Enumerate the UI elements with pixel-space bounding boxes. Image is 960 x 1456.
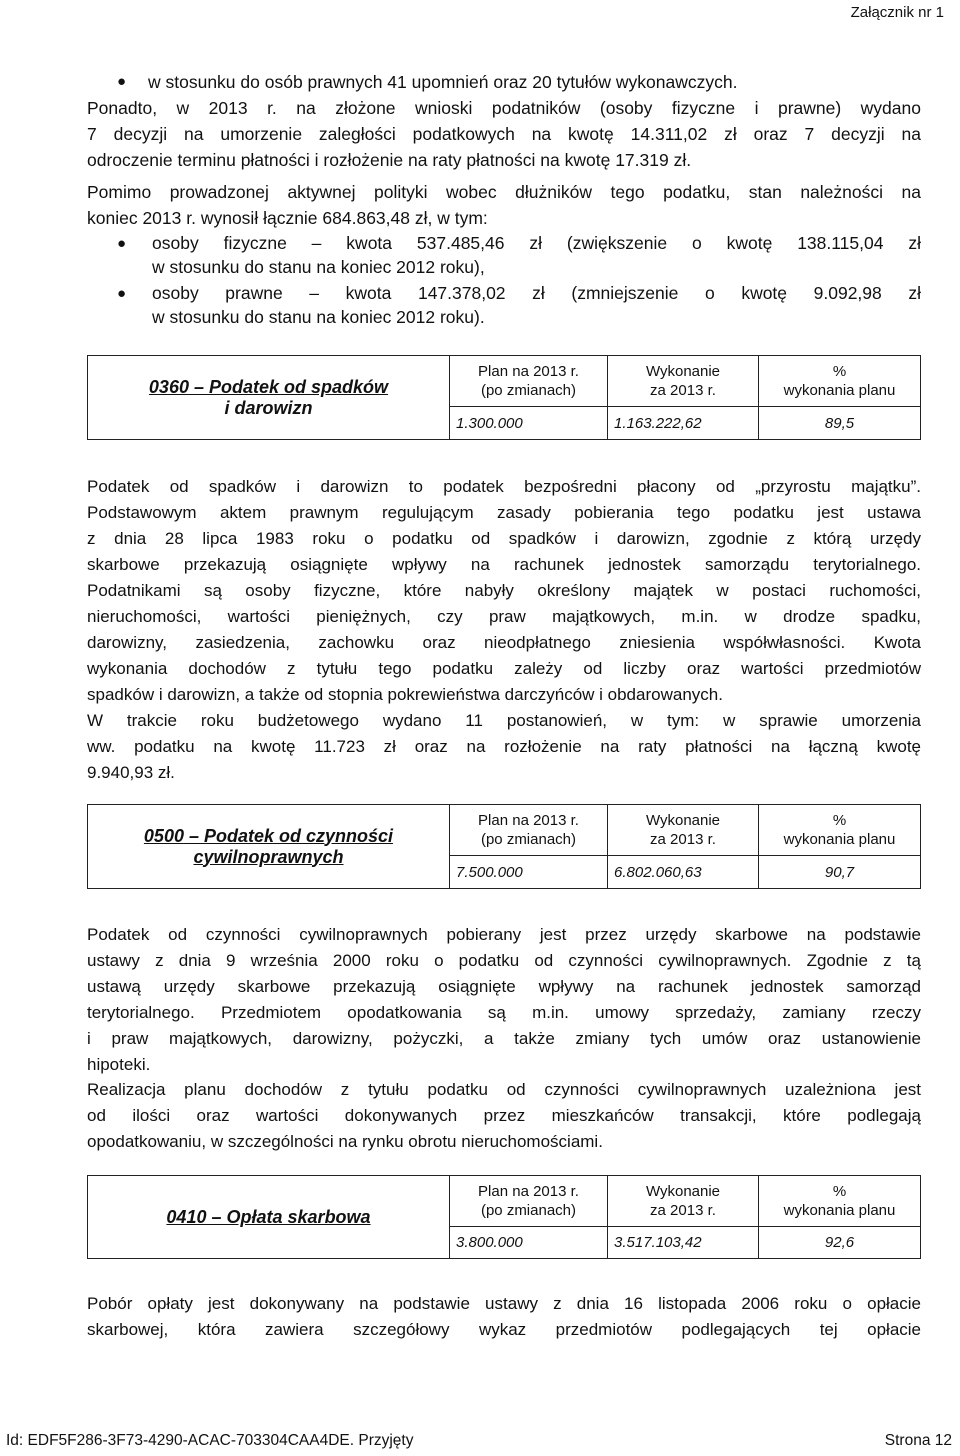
section-text-line: od ilości oraz wartości dokonywanych przez mieszkańców transakcji, które podlegają — [87, 1106, 921, 1125]
intro-para1-line: odroczenie terminu płatności i rozłożenie na raty płatności na kwotę 17.319 zł. — [87, 150, 692, 170]
section-text-line: ustawą urzędy skarbowe przekazują osiągnięte wpływy na rachunek jednostek samorząd — [87, 977, 921, 996]
section-text-line: W trakcie roku budżetowego wydano 11 postanowień, w tym: w sprawie umorzenia — [87, 711, 921, 730]
plan-value: 3.800.000 — [450, 1227, 608, 1259]
page-number: Strona 12 — [884, 1432, 952, 1449]
section-text-line: z dnia 28 lipca 1983 roku o podatku od spadków i darowizn, zgodnie z którą urzędy — [87, 529, 921, 548]
intro-para2-line: koniec 2013 r. wynosił łącznie 684.863,48 zł, w tym: — [87, 208, 488, 228]
percent-header: % wykonania planu — [759, 805, 921, 856]
attachment-label: Załącznik nr 1 — [850, 4, 944, 21]
section-title: 0410 – Opłata skarbowa — [88, 1176, 450, 1259]
budget-table — [87, 1175, 921, 1259]
execution-header: Wykonanie za 2013 r. — [608, 356, 759, 407]
debt-bullet-line: w stosunku do stanu na koniec 2012 roku), — [152, 257, 485, 277]
percent-value: 92,6 — [759, 1227, 921, 1259]
plan-header: Plan na 2013 r. (po zmianach) — [450, 1176, 608, 1227]
section-text-line: 9.940,93 zł. — [87, 763, 175, 782]
section-text-line: hipoteki. — [87, 1055, 151, 1074]
execution-value: 6.802.060,63 — [608, 856, 759, 889]
debt-bullet-line: osoby fizyczne – kwota 537.485,46 zł (zwiększenie o kwotę 138.115,04 zł — [152, 233, 921, 253]
budget-table — [87, 804, 921, 889]
section-text-line: skarbowej, która zawiera szczegółowy wykaz przedmiotów podlegających tej opłacie — [87, 1320, 921, 1339]
plan-value: 1.300.000 — [450, 407, 608, 440]
intro-bullet-text: w stosunku do osób prawnych 41 upomnień oraz 20 tytułów wykonawczych. — [148, 72, 738, 92]
percent-header: % wykonania planu — [759, 356, 921, 407]
section-text-line: Podatek od czynności cywilnoprawnych pobierany jest przez urzędy skarbowe na podstawie — [87, 925, 921, 944]
execution-header: Wykonanie za 2013 r. — [608, 1176, 759, 1227]
budget-table — [87, 355, 921, 440]
section-title: 0360 – Podatek od spadków i darowizn — [88, 356, 450, 440]
debt-bullet-line: w stosunku do stanu na koniec 2012 roku). — [152, 307, 485, 327]
section-text-line: spadków i darowizn, a także od stopnia pokrewieństwa darczyńców i obdarowanych. — [87, 685, 723, 704]
debt-bullet-line: osoby prawne – kwota 147.378,02 zł (zmniejszenie o kwotę 9.092,98 zł — [152, 283, 921, 303]
section-text-line: ustawy z dnia 9 września 2000 roku o podatku od czynności cywilnoprawnych. Zgodnie z tą — [87, 951, 921, 970]
section-text-line: Realizacja planu dochodów z tytułu podatku od czynności cywilnoprawnych uzależniona jest — [87, 1080, 921, 1099]
bullet-dot: ● — [117, 235, 127, 252]
section-text-line: Pobór opłaty jest dokonywany na podstawie ustawy z dnia 16 listopada 2006 roku o opłacie — [87, 1294, 921, 1313]
section-text-line: Podstawowym aktem prawnym regulującym zasady pobierania tego podatku jest ustawa — [87, 503, 921, 522]
bullet-dot: ● — [117, 73, 127, 90]
plan-header: Plan na 2013 r. (po zmianach) — [450, 805, 608, 856]
section-title: 0500 – Podatek od czynności cywilnoprawnych — [88, 805, 450, 889]
percent-value: 90,7 — [759, 856, 921, 889]
execution-value: 1.163.222,62 — [608, 407, 759, 440]
section-text-line: ww. podatku na kwotę 11.723 zł oraz na rozłożenie na raty płatności na łączną kwotę — [87, 737, 921, 756]
section-text-line: nieruchomości, wartości pieniężnych, czy praw majątkowych, m.in. w drodze spadku, — [87, 607, 921, 626]
section-text-line: Podatek od spadków i darowizn to podatek bezpośredni płacony od „przyrostu majątku”. — [87, 477, 921, 496]
section-text-line: Podatnikami są osoby fizyczne, które nabyły określony majątek w postaci ruchomości, — [87, 581, 921, 600]
percent-header: % wykonania planu — [759, 1176, 921, 1227]
document-id: Id: EDF5F286-3F73-4290-ACAC-703304CAA4DE. Przyjęty — [6, 1432, 414, 1449]
section-text-line: darowizny, zasiedzenia, zachowku oraz nieodpłatnego zniesienia współwłasności. Kwota — [87, 633, 921, 652]
section-text-line: skarbowe przekazują osiągnięte wpływy na rachunek jednostek samorządu terytorialnego. — [87, 555, 921, 574]
bullet-dot: ● — [117, 285, 127, 302]
section-text-line: terytorialnego. Przedmiotem opodatkowania są m.in. umowy sprzedaży, zamiany rzeczy — [87, 1003, 921, 1022]
intro-para1-line: Ponadto, w 2013 r. na złożone wnioski podatników (osoby fizyczne i prawne) wydano — [87, 98, 921, 118]
section-text-line: opodatkowaniu, w szczególności na rynku obrotu nieruchomościami. — [87, 1132, 603, 1151]
section-text-line: i praw majątkowych, darowizny, pożyczki, a także zmiany tych umów oraz ustanowienie — [87, 1029, 921, 1048]
execution-value: 3.517.103,42 — [608, 1227, 759, 1259]
plan-value: 7.500.000 — [450, 856, 608, 889]
intro-para1-line: 7 decyzji na umorzenie zaległości podatkowych na kwotę 14.311,02 zł oraz 7 decyzji na — [87, 124, 921, 144]
percent-value: 89,5 — [759, 407, 921, 440]
intro-para2-line: Pomimo prowadzonej aktywnej polityki wobec dłużników tego podatku, stan należności na — [87, 182, 921, 202]
execution-header: Wykonanie za 2013 r. — [608, 805, 759, 856]
plan-header: Plan na 2013 r. (po zmianach) — [450, 356, 608, 407]
section-text-line: wykonania dochodów z tytułu tego podatku zależy od liczby oraz wartości przedmiotów — [87, 659, 921, 678]
